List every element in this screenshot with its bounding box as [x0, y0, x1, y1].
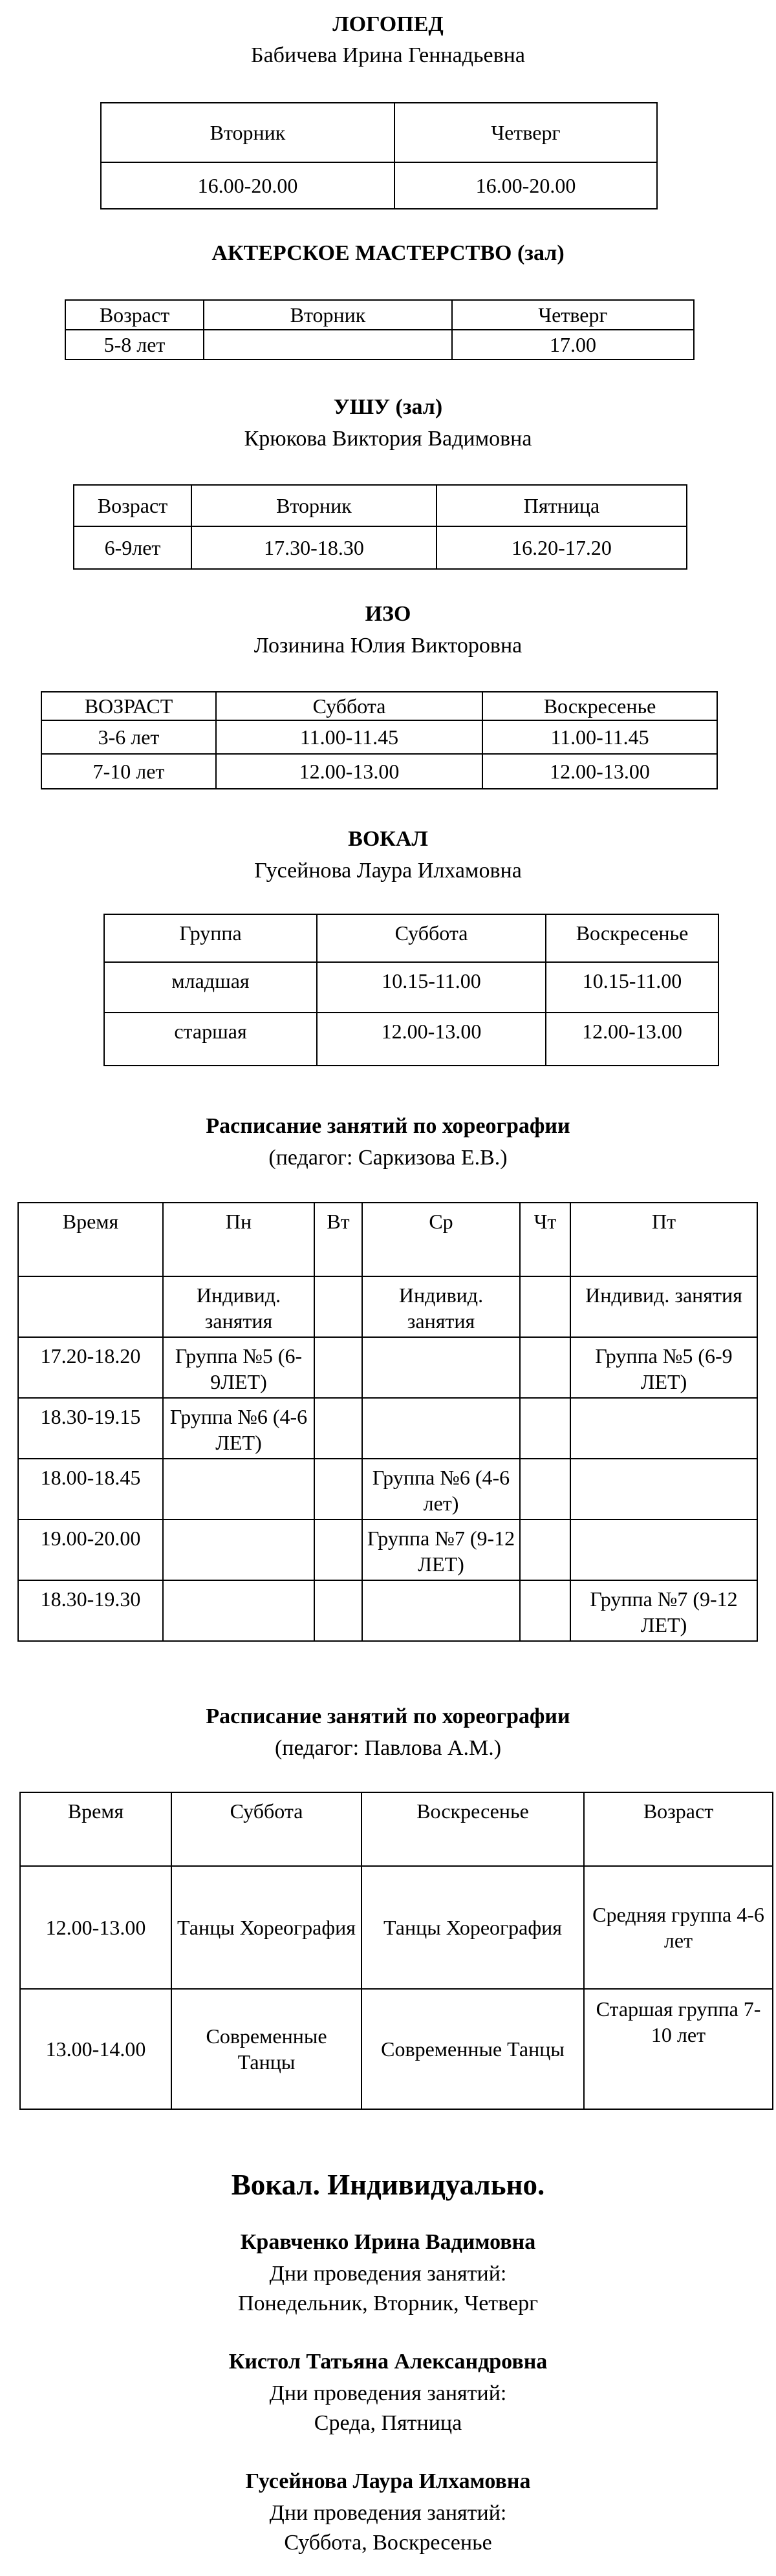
table-row	[104, 962, 718, 1013]
table-cell: 12.00-13.00	[546, 1013, 718, 1066]
table-cell: 10.15-11.00	[546, 962, 718, 1013]
izo-table	[41, 691, 718, 789]
table-cell: 12.00-13.00	[482, 754, 717, 789]
table-cell: 16.20-17.20	[436, 526, 687, 569]
table-row	[18, 1337, 757, 1398]
table-cell	[570, 1519, 757, 1580]
table-row	[104, 1013, 718, 1066]
acting-table	[65, 299, 695, 360]
days-label: Дни проведения занятий:	[269, 2501, 507, 2525]
table-cell	[314, 1276, 362, 1337]
table-cell: 12.00-13.00	[216, 754, 482, 789]
teacher-name: Гусейнова Лаура Илхамовна	[245, 2469, 531, 2493]
table-row	[101, 162, 657, 209]
table-cell: 10.15-11.00	[317, 962, 546, 1013]
table-cell	[362, 1398, 520, 1459]
table-cell	[570, 1398, 757, 1459]
header-cell: Четверг	[452, 300, 694, 330]
choreo1-table	[17, 1202, 758, 1642]
header-cell: Пт	[570, 1203, 757, 1276]
table-header-row	[74, 485, 687, 526]
vocal-teacher: Гусейнова Лаура Илхамовна	[254, 859, 522, 883]
logoped-teacher: Бабичева Ирина Геннадьевна	[251, 43, 525, 67]
table-cell: старшая	[104, 1013, 317, 1066]
table-header-row	[101, 103, 657, 162]
wushu-table	[73, 484, 687, 570]
table-row	[18, 1276, 757, 1337]
days-value: Суббота, Воскресенье	[284, 2531, 492, 2555]
table-cell: 12.00-13.00	[317, 1013, 546, 1066]
table-cell	[520, 1519, 570, 1580]
table-row	[41, 720, 717, 754]
header-cell: Суббота	[171, 1792, 361, 1866]
table-header-row	[65, 300, 694, 330]
header-cell: Вторник	[191, 485, 436, 526]
table-cell	[163, 1519, 314, 1580]
days-value: Понедельник, Вторник, Четверг	[237, 2292, 539, 2315]
table-cell	[520, 1337, 570, 1398]
table-row	[20, 1866, 773, 1989]
table-cell: Группа №6 (4-6 лет)	[362, 1459, 520, 1519]
table-cell: Современные Танцы	[361, 1989, 584, 2109]
header-cell: Ср	[362, 1203, 520, 1276]
individual-title: Вокал. Индивидуально.	[231, 2169, 545, 2201]
wushu-teacher: Крюкова Виктория Вадимовна	[244, 427, 532, 451]
izo-teacher: Лозинина Юлия Викторовна	[253, 634, 523, 658]
header-cell: Время	[20, 1792, 171, 1866]
table-row	[18, 1580, 757, 1641]
header-cell: Суббота	[216, 692, 482, 720]
choreo1-teacher: (педагог: Саркизова Е.В.)	[268, 1146, 508, 1170]
table-cell: 18.30-19.30	[18, 1580, 163, 1641]
table-cell	[18, 1276, 163, 1337]
table-cell	[314, 1398, 362, 1459]
table-cell	[520, 1580, 570, 1641]
days-label: Дни проведения занятий:	[269, 2381, 507, 2405]
table-cell	[520, 1398, 570, 1459]
table-cell: 18.00-18.45	[18, 1459, 163, 1519]
teacher-name: Кравченко Ирина Вадимовна	[240, 2230, 536, 2254]
table-row	[74, 526, 687, 569]
table-cell: Группа №7 (9-12 ЛЕТ)	[362, 1519, 520, 1580]
header-cell: Вторник	[101, 103, 394, 162]
header-cell: Вторник	[204, 300, 452, 330]
table-header-row	[41, 692, 717, 720]
table-row	[18, 1459, 757, 1519]
header-cell: Возраст	[74, 485, 191, 526]
table-header-row	[18, 1203, 757, 1276]
table-cell: 18.30-19.15	[18, 1398, 163, 1459]
wushu-title: УШУ (зал)	[333, 395, 443, 419]
header-cell: Суббота	[317, 914, 546, 962]
acting-title: АКТЕРСКОЕ МАСТЕРСТВО (зал)	[211, 241, 565, 265]
table-cell	[314, 1459, 362, 1519]
table-cell: 7-10 лет	[41, 754, 216, 789]
table-cell	[570, 1459, 757, 1519]
header-cell: Четверг	[394, 103, 657, 162]
table-cell	[362, 1580, 520, 1641]
table-row	[65, 330, 694, 360]
table-row	[20, 1989, 773, 2109]
table-cell: 17.20-18.20	[18, 1337, 163, 1398]
table-cell: Старшая группа 7-10 лет	[584, 1989, 773, 2109]
table-cell: 17.00	[452, 330, 694, 360]
header-cell: Пн	[163, 1203, 314, 1276]
table-cell	[314, 1519, 362, 1580]
header-cell: Вт	[314, 1203, 362, 1276]
table-cell: 6-9лет	[74, 526, 191, 569]
vocal-table	[103, 914, 719, 1066]
choreo2-teacher: (педагог: Павлова А.М.)	[274, 1736, 502, 1760]
table-cell: Средняя группа 4-6 лет	[584, 1866, 773, 1989]
table-header-row	[20, 1792, 773, 1866]
table-row	[41, 754, 717, 789]
table-cell: Современные Танцы	[171, 1989, 361, 2109]
table-cell	[520, 1276, 570, 1337]
days-label: Дни проведения занятий:	[269, 2262, 507, 2286]
header-cell: Группа	[104, 914, 317, 962]
table-cell	[314, 1337, 362, 1398]
table-cell: Индивид. занятия	[163, 1276, 314, 1337]
table-cell: 16.00-20.00	[101, 162, 394, 209]
table-cell: 19.00-20.00	[18, 1519, 163, 1580]
table-cell	[163, 1580, 314, 1641]
logoped-table	[100, 102, 658, 209]
table-cell: младшая	[104, 962, 317, 1013]
table-cell: Группа №7 (9-12 ЛЕТ)	[570, 1580, 757, 1641]
table-cell: Группа №6 (4-6 ЛЕТ)	[163, 1398, 314, 1459]
table-cell	[204, 330, 452, 360]
table-cell: 3-6 лет	[41, 720, 216, 754]
table-cell: Индивид. занятия	[362, 1276, 520, 1337]
table-row	[18, 1519, 757, 1580]
table-cell: Танцы Хореография	[361, 1866, 584, 1989]
header-cell: ВОЗРАСТ	[41, 692, 216, 720]
header-cell: Время	[18, 1203, 163, 1276]
teacher-name: Кистол Татьяна Александровна	[228, 2350, 548, 2374]
header-cell: Возраст	[584, 1792, 773, 1866]
table-row	[18, 1398, 757, 1459]
header-cell: Возраст	[65, 300, 204, 330]
table-cell: 5-8 лет	[65, 330, 204, 360]
table-cell: Группа №5 (6-9ЛЕТ)	[163, 1337, 314, 1398]
table-cell: 12.00-13.00	[20, 1866, 171, 1989]
header-cell: Чт	[520, 1203, 570, 1276]
choreo2-table	[19, 1792, 773, 2110]
table-cell: Танцы Хореография	[171, 1866, 361, 1989]
izo-title: ИЗО	[365, 602, 411, 626]
vocal-title: ВОКАЛ	[348, 827, 428, 851]
table-cell: 13.00-14.00	[20, 1989, 171, 2109]
header-cell: Пятница	[436, 485, 687, 526]
table-cell	[314, 1580, 362, 1641]
table-cell	[520, 1459, 570, 1519]
table-cell: 17.30-18.30	[191, 526, 436, 569]
header-cell: Воскресенье	[482, 692, 717, 720]
choreo1-title: Расписание занятий по хореографии	[206, 1114, 570, 1138]
table-cell: 11.00-11.45	[482, 720, 717, 754]
table-cell: Индивид. занятия	[570, 1276, 757, 1337]
header-cell: Воскресенье	[361, 1792, 584, 1866]
table-header-row	[104, 914, 718, 962]
table-cell	[163, 1459, 314, 1519]
header-cell: Воскресенье	[546, 914, 718, 962]
choreo2-title: Расписание занятий по хореографии	[206, 1704, 570, 1728]
table-cell	[362, 1337, 520, 1398]
logoped-title: ЛОГОПЕД	[332, 12, 444, 36]
table-cell: Группа №5 (6-9 ЛЕТ)	[570, 1337, 757, 1398]
table-cell: 11.00-11.45	[216, 720, 482, 754]
days-value: Среда, Пятница	[314, 2411, 462, 2435]
table-cell: 16.00-20.00	[394, 162, 657, 209]
